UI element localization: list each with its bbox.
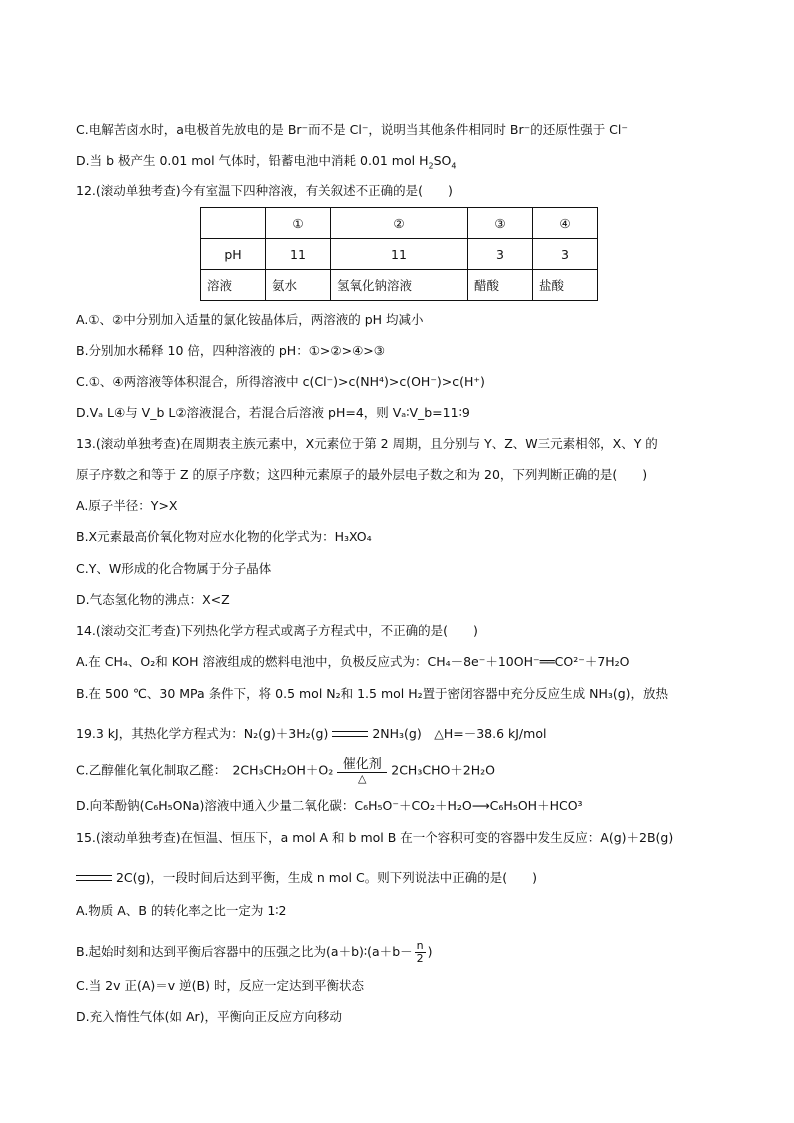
q15-option-d: D.充入惰性气体(如 Ar)，平衡向正反应方向移动 xyxy=(76,1009,343,1024)
q15-stem-line2 xyxy=(76,869,537,887)
q12-option-b: B.分别加水稀释 10 倍，四种溶液的 pH：①>②>④>③ xyxy=(76,343,385,358)
table-row xyxy=(201,270,598,301)
table-cell: 3 xyxy=(468,239,533,270)
q14c-right: 2CH₃CHO＋2H₂O xyxy=(391,762,496,778)
table-cell xyxy=(201,208,266,239)
table-cell: 盐酸 xyxy=(533,270,598,301)
q14c-left: C.乙醇催化氧化制取乙醛： 2CH₃CH₂OH＋O₂ xyxy=(76,762,334,778)
q14-option-a: A.在 CH₄、O₂和 KOH 溶液组成的燃料电池中，负极反应式为：CH₄－8e⁻＋10OH⁻══CO²⁻＋7H₂O xyxy=(76,654,630,669)
q11d-text: D.当 b 极产生 0.01 mol 气体时，铅蓄电池中消耗 0.01 mol H xyxy=(76,153,429,168)
q12-option-a: A.①、②中分别加入适量的氯化铵晶体后，两溶液的 pH 均减小 xyxy=(76,312,424,327)
q12-stem: 12.(滚动单独考查)今有室温下四种溶液，有关叙述不正确的是( ) xyxy=(76,183,453,198)
table-cell: 3 xyxy=(533,239,598,270)
table-cell: 11 xyxy=(331,239,468,270)
table-cell: ① xyxy=(266,208,331,239)
q15b-right: ) xyxy=(427,944,433,959)
fraction-denominator: 2 xyxy=(416,952,424,965)
table-cell: 溶液 xyxy=(201,270,266,301)
table-cell: 氢氧化钠溶液 xyxy=(331,270,468,301)
q13-option-a: A.原子半径：Y>X xyxy=(76,498,178,513)
fraction xyxy=(415,940,426,965)
table-cell: ③ xyxy=(468,208,533,239)
table-cell: 醋酸 xyxy=(468,270,533,301)
q11d-text2: SO xyxy=(433,153,452,168)
q14-option-b-line1: B.在 500 ℃、30 MPa 条件下，将 0.5 mol N₂和 1.5 mol H₂置于密闭容器中充分反应生成 NH₃(g)，放热 xyxy=(76,686,669,701)
table-cell: pH xyxy=(201,239,266,270)
catalyst-label: 催化剂 xyxy=(342,757,382,772)
table-cell: 11 xyxy=(266,239,331,270)
q15-option-c: C.当 2v 正(A)＝v 逆(B) 时，反应一定达到平衡状态 xyxy=(76,978,364,993)
q13-stem-line1: 13.(滚动单独考查)在周期表主族元素中，X元素位于第 2 周期，且分别与 Y、Z、W三元素相邻，X、Y 的 xyxy=(76,436,658,451)
table-row xyxy=(201,239,598,270)
table-cell: ④ xyxy=(533,208,598,239)
heat-label: △ xyxy=(358,772,367,785)
q15-stem-line1: 15.(滚动单独考查)在恒温、恒压下，a mol A 和 b mol B 在一个容积可变的容器中发生反应：A(g)＋2B(g) xyxy=(76,830,674,845)
catalyst-arrow-icon xyxy=(337,757,387,785)
table-cell: ② xyxy=(331,208,468,239)
q11-option-c: C.电解苦卤水时，a电极首先放电的是 Br⁻而不是 Cl⁻，说明当其他条件相同时 Br⁻的还原性强于 Cl⁻ xyxy=(76,122,628,137)
q12-option-c: C.①、④两溶液等体积混合，所得溶液中 c(Cl⁻)>c(NH⁴)>c(OH⁻)>c(H⁺) xyxy=(76,374,485,389)
q13-stem-line2: 原子序数之和等于 Z 的原子序数；这四种元素原子的最外层电子数之和为 20，下列判断正确的是( ) xyxy=(76,467,648,482)
q15-stem-text: 2C(g)，一段时间后达到平衡，生成 n mol C。则下列说法中正确的是( ) xyxy=(115,870,537,885)
q14b-right: 2NH₃(g) △H=－38.6 kJ/mol xyxy=(372,726,547,741)
q14-option-b-line2 xyxy=(76,725,546,743)
q13-option-c: C.Y、W形成的化合物属于分子晶体 xyxy=(76,561,272,576)
fraction-numerator: n xyxy=(416,939,424,952)
q14-option-c xyxy=(76,757,495,785)
q13-option-b: B.X元素最高价氧化物对应水化物的化学式为：H₃XO₄ xyxy=(76,529,372,544)
table-cell: 氨水 xyxy=(266,270,331,301)
q15-option-a: A.物质 A、B 的转化率之比一定为 1∶2 xyxy=(76,903,287,918)
q14-stem: 14.(滚动交汇考查)下列热化学方程式或离子方程式中，不正确的是( ) xyxy=(76,623,478,638)
equilibrium-arrow-icon xyxy=(332,729,368,741)
q12-option-d: D.Vₐ L④与 V_b L②溶液混合，若混合后溶液 pH=4，则 Vₐ∶V_b=11∶9 xyxy=(76,405,470,420)
q15-option-b xyxy=(76,940,433,965)
q15b-left: B.起始时刻和达到平衡后容器中的压强之比为(a＋b)∶(a＋b－ xyxy=(76,944,413,959)
q13-option-d: D.气态氢化物的沸点：X<Z xyxy=(76,592,230,607)
equilibrium-arrow-icon xyxy=(76,873,112,885)
q11d-sub2: 4 xyxy=(451,161,457,171)
q14b-left: 19.3 kJ，其热化学方程式为：N₂(g)＋3H₂(g) xyxy=(76,726,329,741)
q11d-sub: 2 xyxy=(428,161,434,171)
table-row xyxy=(201,208,598,239)
solutions-table xyxy=(200,207,598,301)
q14-option-d: D.向苯酚钠(C₆H₅ONa)溶液中通入少量二氧化碳：C₆H₅O⁻＋CO₂＋H₂O⟶C₆H₅OH＋HCO³ xyxy=(76,798,583,813)
q11-option-d xyxy=(76,152,456,170)
